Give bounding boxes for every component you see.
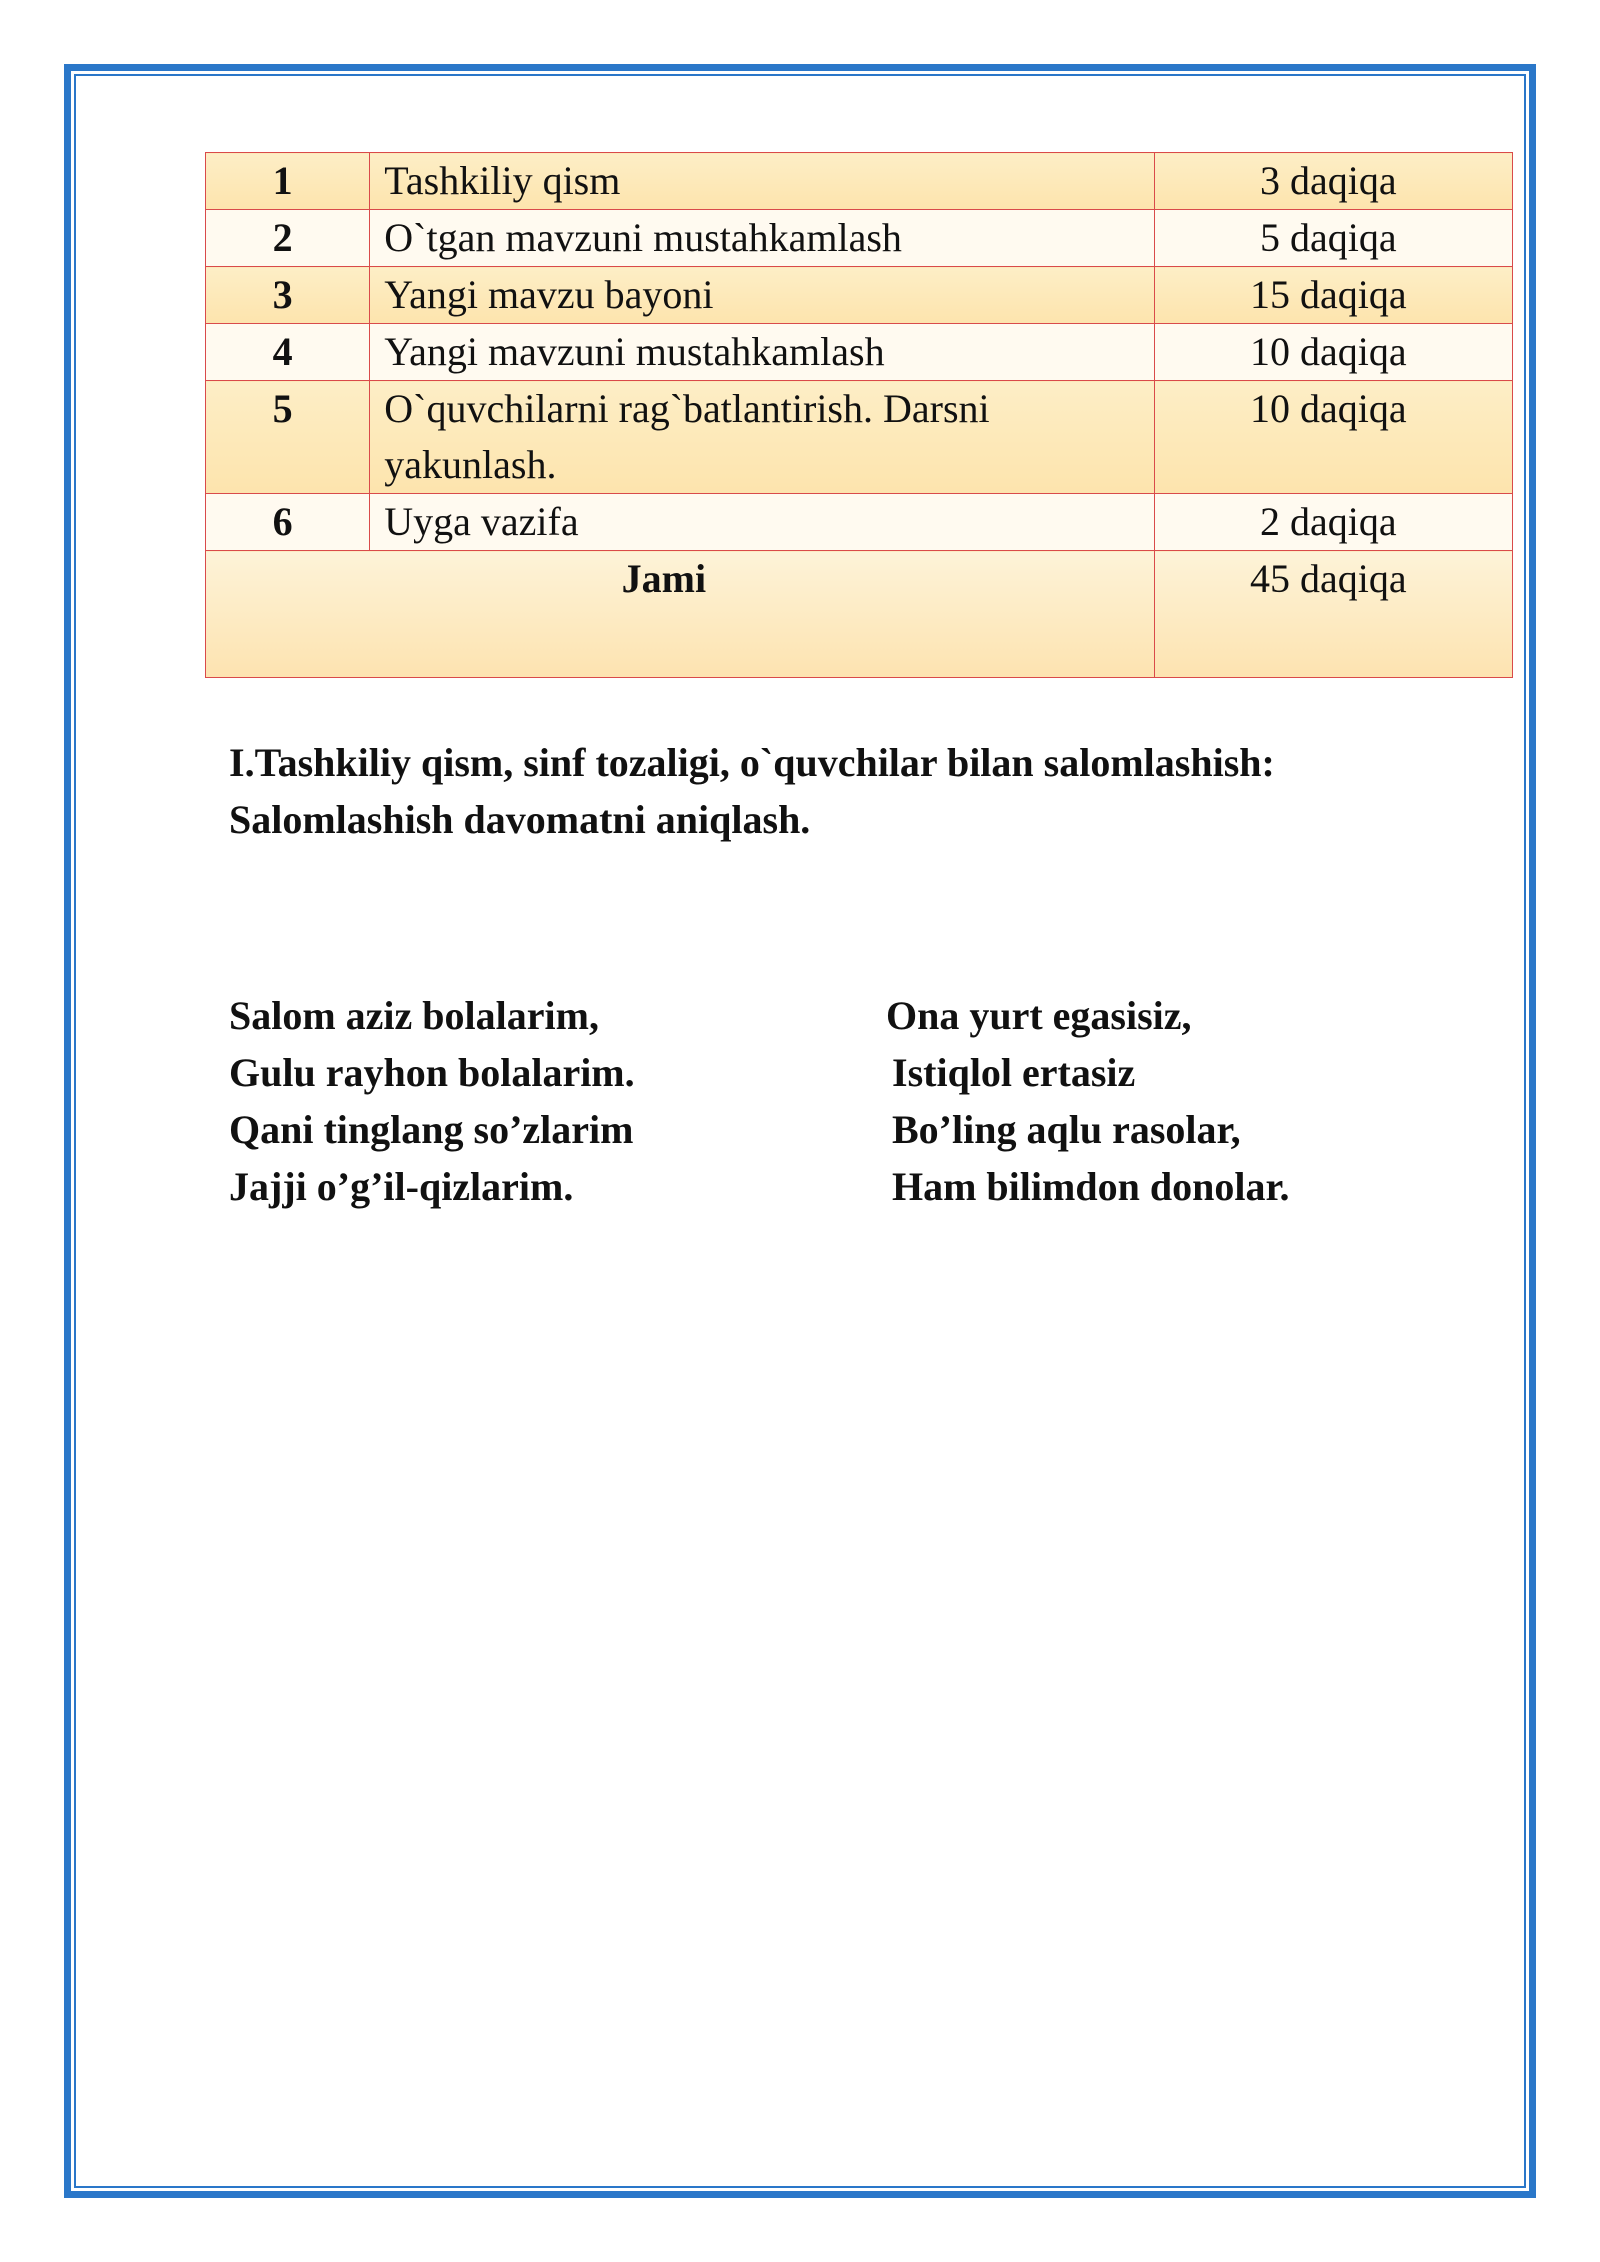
row-number: 5 — [272, 386, 293, 431]
table-row — [206, 153, 1513, 210]
row-number: 2 — [272, 215, 293, 260]
lesson-plan-table — [205, 152, 1513, 678]
table-row — [206, 210, 1513, 267]
total-label: Jami — [621, 556, 707, 601]
poem-left-column — [229, 987, 635, 1215]
poem-line: Ona yurt egasisiz, — [886, 993, 1192, 1038]
poem-line: Istiqlol ertasiz — [892, 1050, 1136, 1095]
poem-line: Ham bilimdon donolar. — [892, 1164, 1290, 1209]
row-number: 4 — [272, 329, 293, 374]
row-duration: 10 daqiqa — [1250, 329, 1407, 374]
table-row — [206, 324, 1513, 381]
poem-line: Bo’ling aqlu rasolar, — [892, 1107, 1241, 1152]
row-activity: Uyga vazifa — [370, 494, 1154, 551]
poem-line: Salom aziz bolalarim, — [229, 993, 599, 1038]
poem-right-column — [886, 987, 1290, 1215]
row-activity: O`tgan mavzuni mustahkamlash — [370, 210, 1154, 267]
row-duration: 10 daqiqa — [1250, 386, 1407, 431]
row-duration: 2 daqiqa — [1260, 499, 1397, 544]
section-heading — [229, 734, 1429, 848]
row-number: 3 — [272, 272, 293, 317]
row-duration: 3 daqiqa — [1260, 158, 1397, 203]
row-duration: 15 daqiqa — [1250, 272, 1407, 317]
section-heading-line: I.Tashkiliy qism, sinf tozaligi, o`quvchilar bilan salomlashish: — [229, 740, 1275, 785]
poem-line: Gulu rayhon bolalarim. — [229, 1050, 635, 1095]
table-total-row — [206, 551, 1513, 678]
table-row — [206, 267, 1513, 324]
total-duration: 45 daqiqa — [1250, 556, 1407, 601]
row-number: 6 — [272, 499, 293, 544]
row-number: 1 — [272, 158, 293, 203]
row-activity: Yangi mavzuni mustahkamlash — [370, 324, 1154, 381]
poem-line: Qani tinglang so’zlarim — [229, 1107, 634, 1152]
poem-line: Jajji o’g’il-qizlarim. — [229, 1164, 574, 1209]
table-row — [206, 494, 1513, 551]
row-duration: 5 daqiqa — [1260, 215, 1397, 260]
section-heading-line: Salomlashish davomatni aniqlash. — [229, 797, 811, 842]
table-row — [206, 381, 1513, 494]
row-activity: Yangi mavzu bayoni — [370, 267, 1154, 324]
row-activity: O`quvchilarni rag`batlantirish. Darsni yakunlash. — [370, 381, 1154, 494]
row-activity: Tashkiliy qism — [370, 153, 1154, 210]
